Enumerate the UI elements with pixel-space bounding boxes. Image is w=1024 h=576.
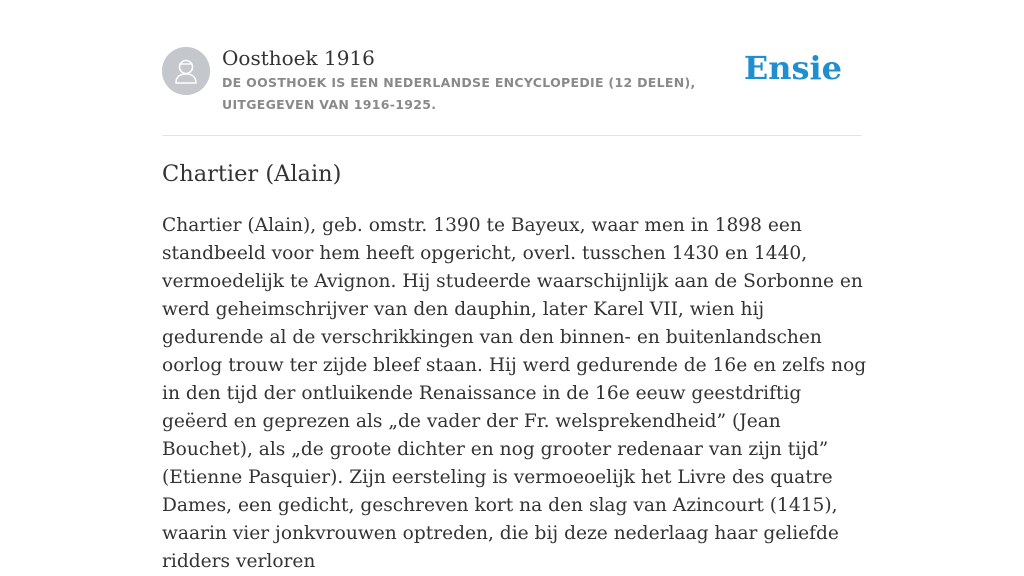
brand-logo[interactable]: Ensie	[743, 49, 842, 87]
user-icon	[162, 47, 210, 95]
source-header	[162, 45, 862, 135]
source-title[interactable]: Oosthoek 1916	[222, 46, 375, 70]
divider	[162, 135, 862, 136]
entry-title: Chartier (Alain)	[162, 161, 342, 187]
source-description: DE OOSTHOEK IS EEN NEDERLANDSE ENCYCLOPEDIE (12 DELEN), UITGEGEVEN VAN 1916-1925.	[222, 75, 696, 112]
avatar[interactable]	[162, 47, 210, 95]
entry-body: Chartier (Alain), geb. omstr. 1390 te Bayeux, waar men in 1898 een standbeeld voor hem heeft opgericht, overl. tusschen 1430 en 1440, vermoedelijk te Avignon. Hij studeerde waarschijnlijk aan de Sorbonne en werd geheimschrijver van den dauphin, later Karel VII, wien hij gedurende al de verschrikkingen van den binnen- en buitenlandschen oorlog trouw ter zijde bleef staan. Hij werd gedurende de 16e en zelfs nog in den tijd der ontluikende Renaissance in de 16e eeuw geestdriftig geëerd en geprezen als „de vader der Fr. welsprekendheid” (Jean Bouchet), als „de groote dichter en nog grooter redenaar van zijn tijd” (Etienne Pasquier). Zijn eersteling is vermoeoelijk het Livre des quatre Dames, een gedicht, geschreven kort na den slag van Azincourt (1415), waarin vier jonkvrouwen optreden, die bij deze nederlaag haar geliefde ridders verloren	[162, 215, 867, 572]
